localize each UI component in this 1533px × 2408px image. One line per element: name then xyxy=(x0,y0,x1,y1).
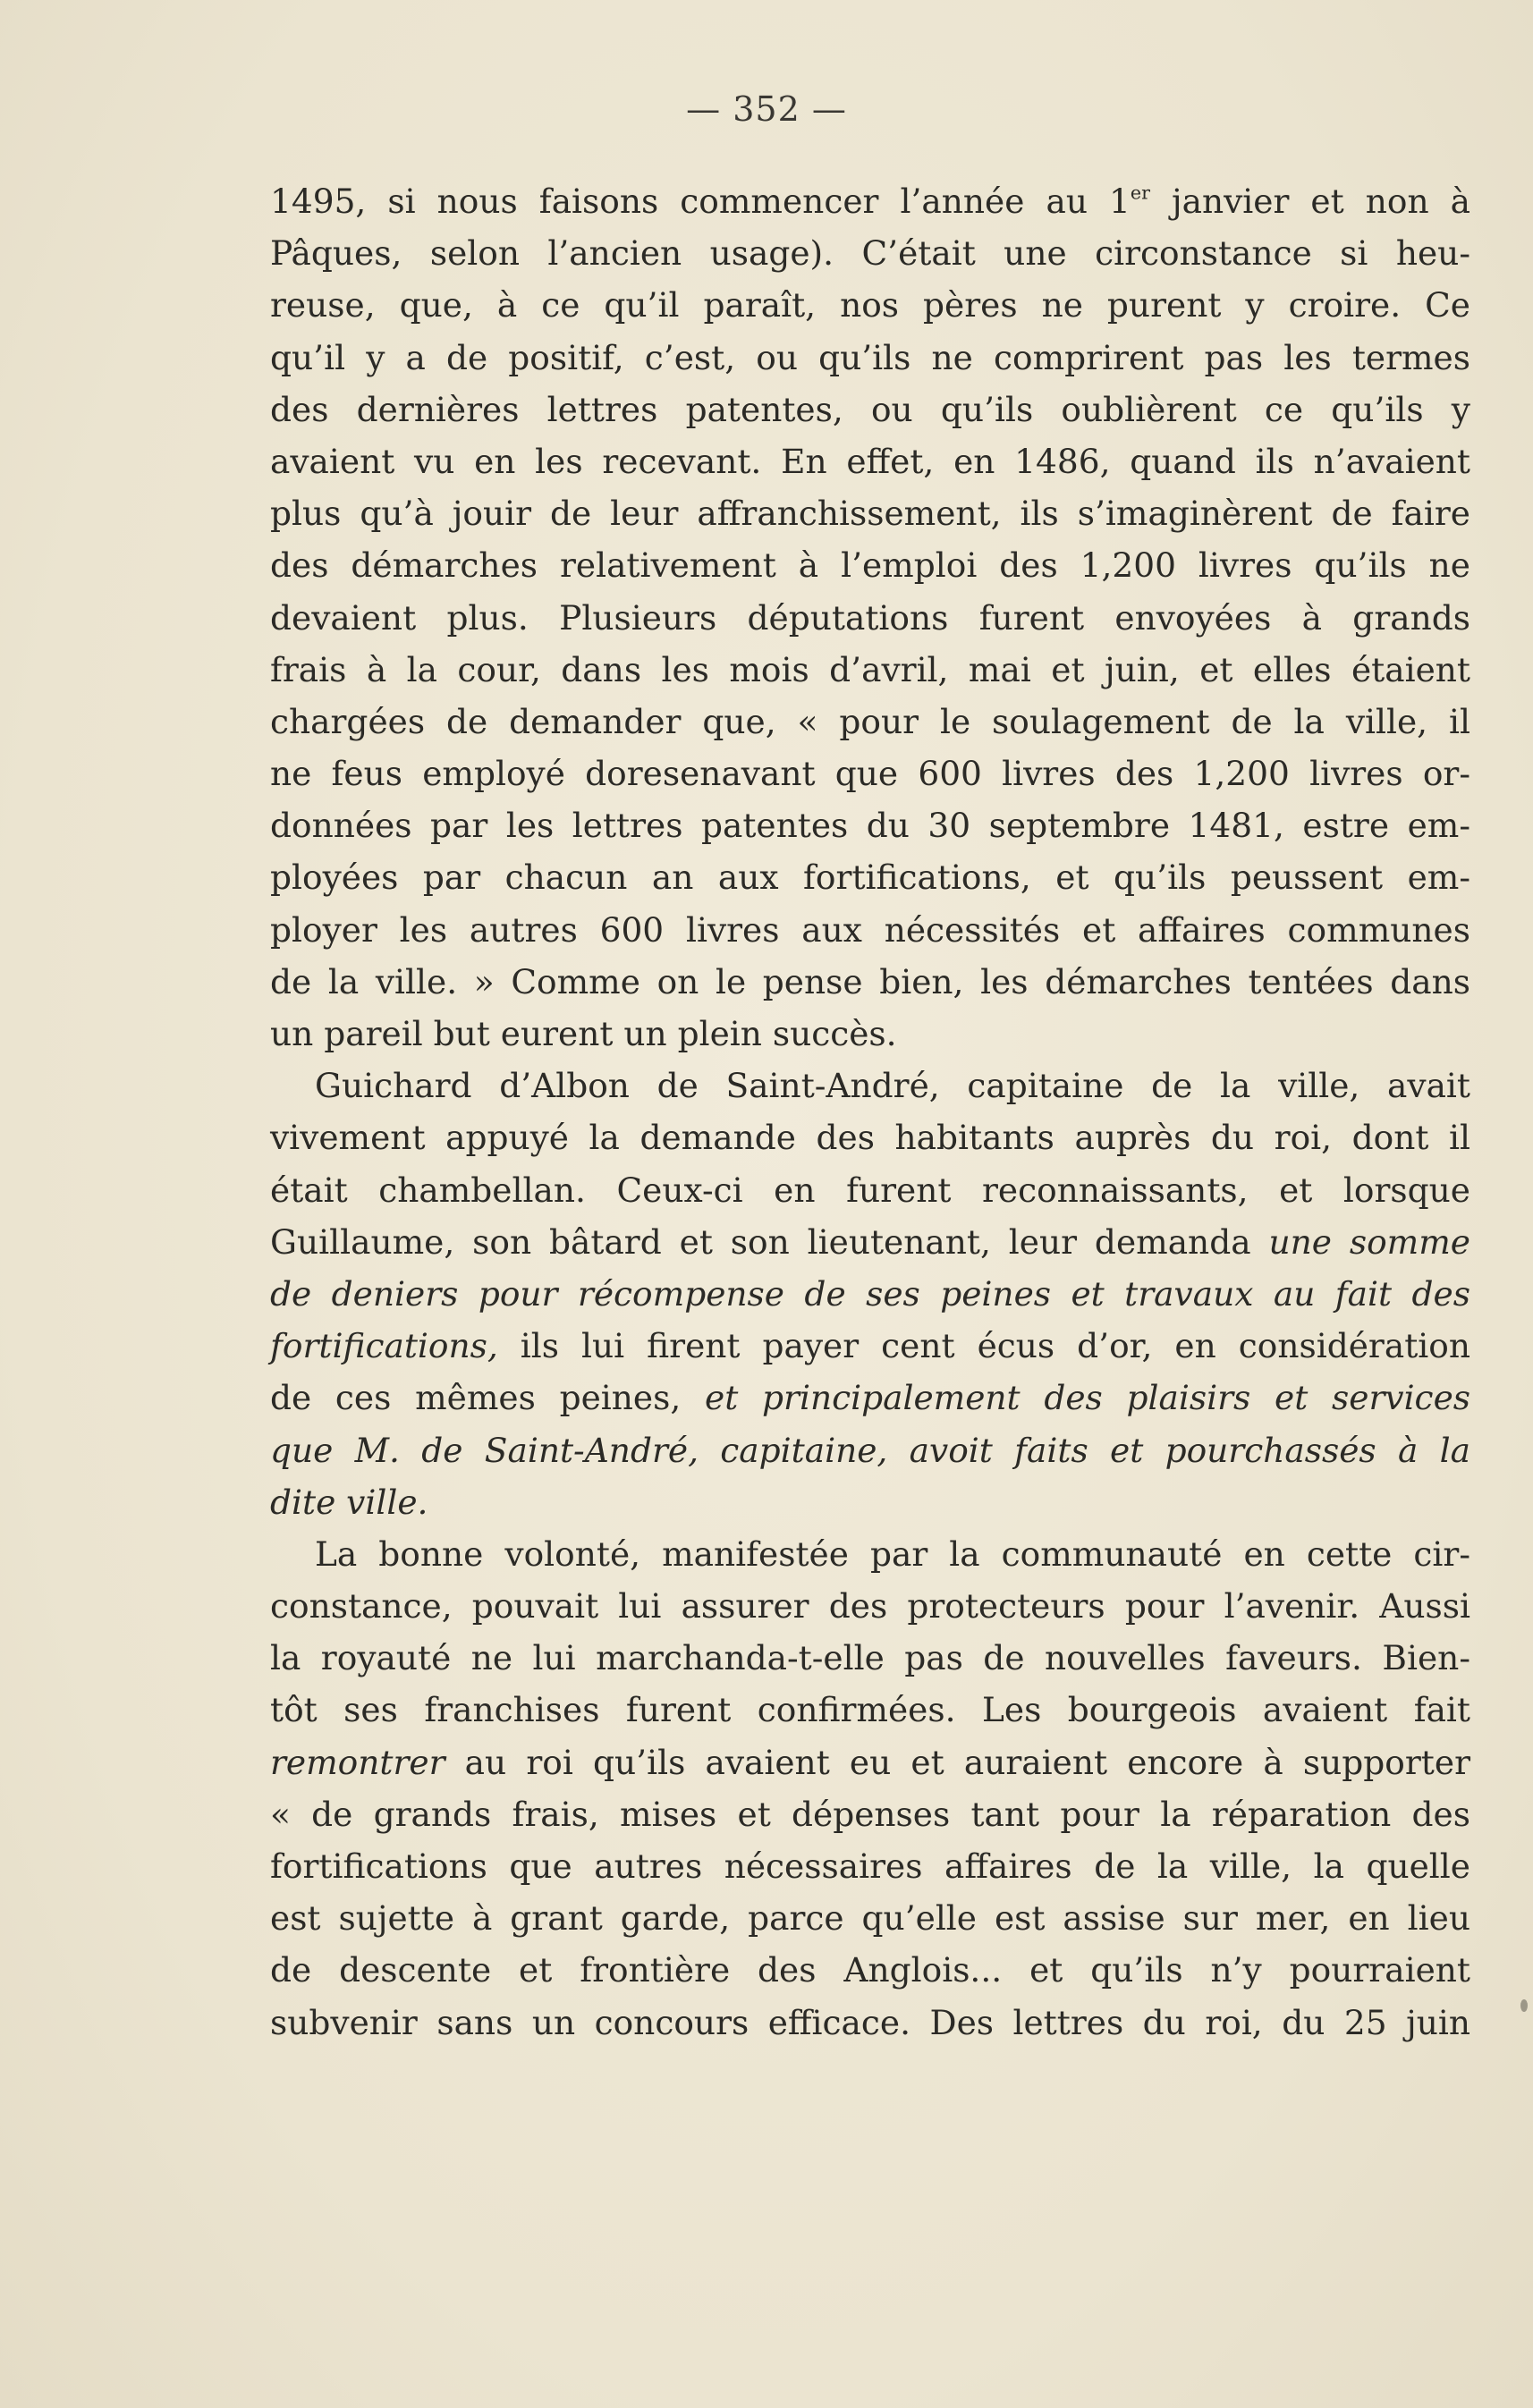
text-run: ils lui firent payer cent écus d’or, en considération xyxy=(497,1326,1470,1366)
text-line-22: de deniers pour récompense de ses peines et travaux au fait des xyxy=(270,1273,1470,1314)
text-line-8: des démarches relativement à l’emploi des 1,200 livres qu’ils ne xyxy=(270,545,1470,586)
text-line-21 xyxy=(270,1216,1470,1268)
italic-run: et principalement des plaisirs et services xyxy=(705,1378,1470,1418)
body-text xyxy=(270,175,1470,2049)
text-run: de ces mêmes peines, xyxy=(270,1378,706,1418)
text-run: au roi qu’ils avaient eu et auraient encore à supporter xyxy=(445,1742,1470,1782)
text-line-13: données par les lettres patentes du 30 septembre 1481, estre em- xyxy=(270,806,1470,846)
paragraph-3 xyxy=(270,1528,1470,2049)
text-line-3: reuse, que, à ce qu’il paraît, nos pères ne purent y croire. Ce xyxy=(270,285,1470,325)
text-line-31 xyxy=(270,1736,1470,1788)
text-line-5: des dernières lettres patentes, ou qu’ils oublièrent ce qu’ils y xyxy=(270,389,1470,429)
text-line-28: constance, pouvait lui assurer des protecteurs pour l’avenir. Aussi xyxy=(270,1586,1470,1626)
text-line-20: était chambellan. Ceux-ci en furent reconnaissants, et lorsque xyxy=(270,1170,1470,1210)
text-run: 1495, si nous faisons commencer l’année au 1 xyxy=(270,182,1131,221)
text-line-12: ne feus employé doresenavant que 600 livres des 1,200 livres or- xyxy=(270,754,1470,794)
text-line-36: subvenir sans un concours efficace. Des lettres du roi, du 25 juin xyxy=(270,2002,1470,2042)
text-line-18: Guichard d’Albon de Saint-André, capitaine de la ville, avait xyxy=(315,1066,1470,1106)
text-line-10: frais à la cour, dans les mois d’avril, mai et juin, et elles étaient xyxy=(270,649,1470,689)
italic-run: remontrer xyxy=(270,1742,445,1782)
paragraph-2 xyxy=(270,1060,1470,1528)
italic-run: une somme xyxy=(1268,1221,1470,1262)
text-run: Guillaume, son bâtard et son lieutenant, leur demanda xyxy=(270,1221,1269,1262)
text-line-26: dite ville. xyxy=(270,1482,428,1522)
text-line-25: que M. de Saint-André, capitaine, avoit faits et pourchassés à la xyxy=(270,1430,1470,1470)
italic-run: fortifications, xyxy=(270,1326,498,1366)
paper-blemish xyxy=(1520,1999,1528,2012)
text-line-11: chargées de demander que, « pour le soulagement de la ville, il xyxy=(270,701,1470,741)
text-line-34: est sujette à grant garde, parce qu’elle est assise sur mer, en lieu xyxy=(270,1898,1470,1939)
text-run: janvier et non à xyxy=(1149,182,1470,221)
text-line-1 xyxy=(270,175,1470,227)
superscript: er xyxy=(1130,182,1150,204)
text-line-30: tôt ses franchises furent confirmées. Les bourgeois avaient fait xyxy=(270,1690,1470,1730)
text-line-32: « de grands frais, mises et dépenses tant pour la réparation des xyxy=(270,1794,1470,1834)
text-line-29: la royauté ne lui marchanda-t-elle pas de nouvelles faveurs. Bien- xyxy=(270,1638,1470,1678)
text-line-17: un pareil but eurent un plein succès. xyxy=(270,1014,897,1053)
text-line-2: Pâques, selon l’ancien usage). C’était une circonstance si heu- xyxy=(270,233,1470,274)
paragraph-1 xyxy=(270,175,1470,1060)
page-number: — 352 — xyxy=(686,89,847,129)
text-line-14: ployées par chacun an aux fortifications, et qu’ils peussent em- xyxy=(270,858,1470,898)
text-line-16: de la ville. » Comme on le pense bien, les démarches tentées dans xyxy=(270,961,1470,1001)
text-line-15: ployer les autres 600 livres aux nécessités et affaires communes xyxy=(270,909,1470,950)
text-line-19: vivement appuyé la demande des habitants auprès du roi, dont il xyxy=(270,1118,1470,1158)
text-line-24 xyxy=(270,1372,1470,1424)
text-line-27: La bonne volonté, manifestée par la communauté en cette cir- xyxy=(315,1534,1470,1574)
text-line-7: plus qu’à jouir de leur affranchissement, ils s’imaginèrent de faire xyxy=(270,494,1470,534)
text-line-35: de descente et frontière des Anglois... et qu’ils n’y pourraient xyxy=(270,1950,1470,1990)
text-line-4: qu’il y a de positif, c’est, ou qu’ils ne comprirent pas les termes xyxy=(270,337,1470,377)
text-line-9: devaient plus. Plusieurs députations furent envoyées à grands xyxy=(270,597,1470,638)
text-line-23 xyxy=(270,1320,1470,1372)
text-line-33: fortifications que autres nécessaires affaires de la ville, la quelle xyxy=(270,1846,1470,1886)
text-line-6: avaient vu en les recevant. En effet, en 1486, quand ils n’avaient xyxy=(270,441,1470,481)
